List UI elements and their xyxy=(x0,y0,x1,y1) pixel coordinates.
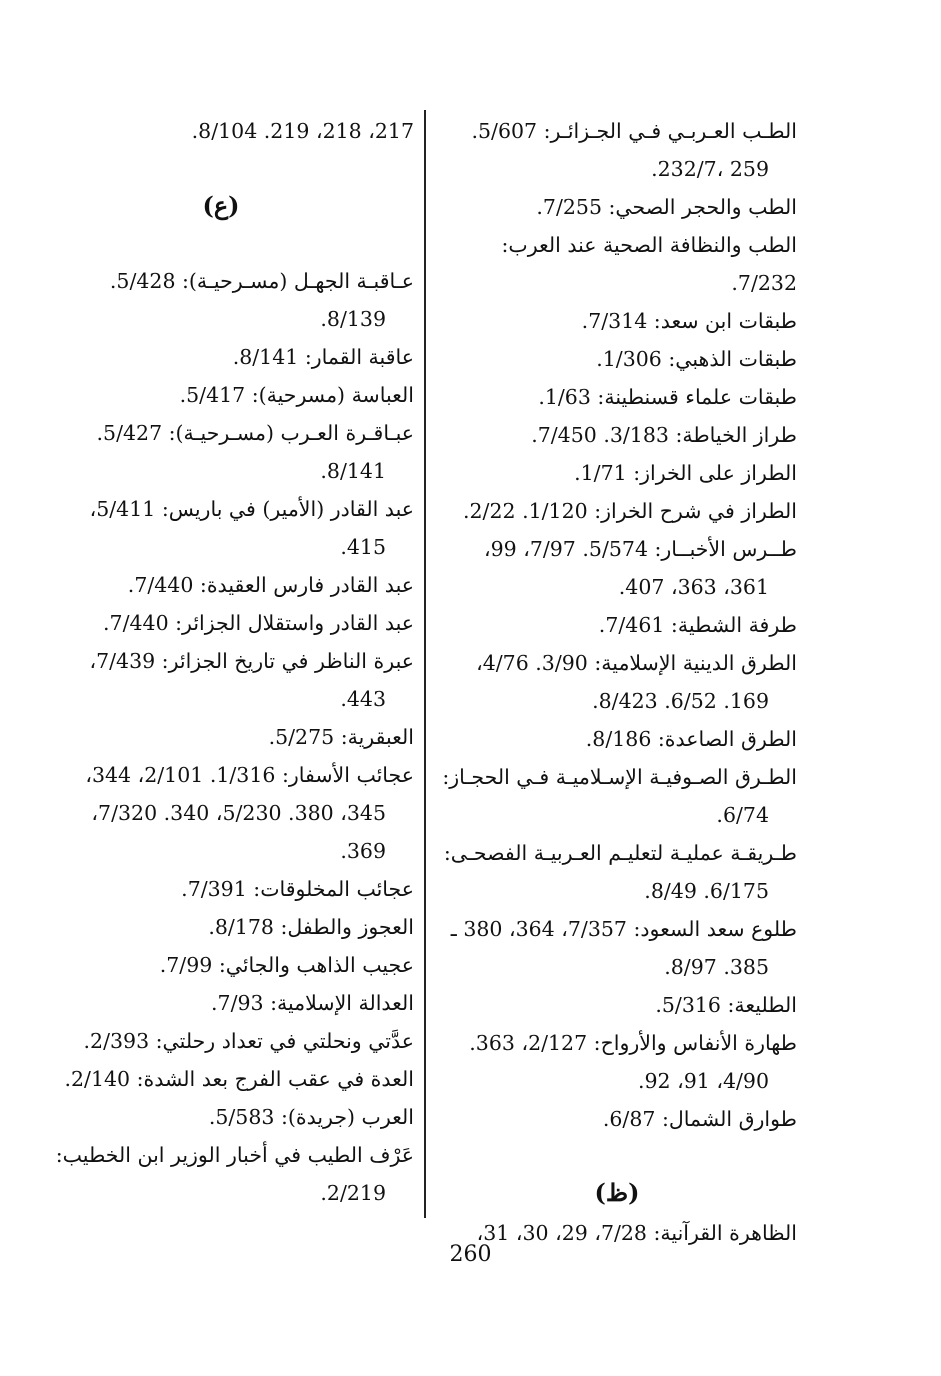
index-entry xyxy=(437,910,797,986)
index-entry xyxy=(28,414,414,490)
entry-title-line: طوارق الشمال: 6/87. xyxy=(602,1107,797,1131)
entry-continuation-line: 369. xyxy=(340,839,386,863)
index-entry xyxy=(437,530,797,606)
entry-title-line: طلوع سعد السعود: 7/357، 364، 380 ـ xyxy=(450,917,797,941)
index-entry xyxy=(28,262,414,338)
entry-title-line: العبقرية: 5/275. xyxy=(268,725,414,749)
entry-title-line: عدَّتي ونحلتي في تعداد رحلتي: 2/393. xyxy=(83,1029,414,1053)
entry-title-line: طــرس الأخبــار: 5/574. 7/97، 99، xyxy=(483,537,797,561)
left-column xyxy=(28,112,414,1212)
index-entry xyxy=(28,1098,414,1136)
index-entry xyxy=(437,340,797,378)
entry-continuation-line: 345، 380. 5/230، 340. 7/320، xyxy=(91,801,386,825)
index-entry xyxy=(28,490,414,566)
index-entry xyxy=(437,112,797,188)
entry-title-line: طرفة الشطية: 7/461. xyxy=(598,613,797,637)
entry-title-line: 217، 218، 219. 8/104. xyxy=(191,119,414,143)
entry-title-line: الطراز في شرح الخراز: 1/120. 2/22. xyxy=(462,499,797,523)
entry-title-line: عجائب المخلوقات: 7/391. xyxy=(181,877,414,901)
section-letter-heading: (ع) xyxy=(202,191,240,220)
entry-continuation-line: 8/139. xyxy=(320,307,386,331)
index-entry xyxy=(437,302,797,340)
entry-title-line: العدة في عقب الفرج بعد الشدة: 2/140. xyxy=(64,1067,414,1091)
entry-continuation-line: 443. xyxy=(340,687,386,711)
entry-continuation-line: 415. xyxy=(340,535,386,559)
entry-title-line: الطراز على الخراز: 1/71. xyxy=(574,461,797,485)
index-entry xyxy=(28,566,414,604)
entry-title-line: الظاهرة القرآنية: 7/28، 29، 30، 31، xyxy=(476,1221,797,1245)
entry-title-line: الطب والحجر الصحي: 7/255. xyxy=(536,195,797,219)
index-entry xyxy=(437,1024,797,1100)
entry-title-line: الطـرق الصـوفيـة الإسـلاميـة فـي الحجـاز: xyxy=(442,765,797,789)
entry-title-line: العرب (جريدة): 5/583. xyxy=(208,1105,414,1129)
index-entry xyxy=(437,454,797,492)
index-entry xyxy=(437,1100,797,1138)
entry-title-line: العجوز والطفل: 8/178. xyxy=(208,915,414,939)
index-entry xyxy=(437,606,797,644)
entry-title-line: عاقبة القمار: 8/141. xyxy=(232,345,414,369)
index-entry xyxy=(437,492,797,530)
entry-title-line: الطب والنظافة الصحية عند العرب: 7/232. xyxy=(501,233,797,295)
entry-title-line: عبد القادر (الأمير) في باريس: 5/411، xyxy=(89,497,414,521)
entry-title-line: عجيب الذاهب والجائي: 7/99. xyxy=(159,953,414,977)
entry-title-line: طـريقـة عمليـة لتعليـم العـربيـة الفصحـى: xyxy=(443,841,797,865)
index-entry xyxy=(28,908,414,946)
entry-title-line: العباسة (مسرحية): 5/417. xyxy=(179,383,414,407)
entry-continuation-line: 8/141. xyxy=(320,459,386,483)
index-entry xyxy=(28,946,414,984)
entry-title-line: طبقات الذهبي: 1/306. xyxy=(596,347,797,371)
entry-title-line: الطليعة: 5/316. xyxy=(655,993,797,1017)
index-entry xyxy=(28,718,414,756)
entry-title-line: عبد القادر واستقلال الجزائر: 7/440. xyxy=(103,611,414,635)
index-entry xyxy=(437,226,797,302)
entry-continuation-line: 169. 6/52. 8/423. xyxy=(592,689,769,713)
index-entry xyxy=(28,642,414,718)
section-letter-heading: (ظ) xyxy=(594,1178,640,1207)
index-entry xyxy=(28,1136,414,1212)
index-entry xyxy=(28,984,414,1022)
index-entry xyxy=(28,1022,414,1060)
entry-continuation-line: 259 ،232/7. xyxy=(651,157,769,181)
index-entry xyxy=(437,986,797,1024)
entry-title-line: عـاقبـة الجهـل (مسـرحيـة): 5/428. xyxy=(109,269,414,293)
entry-title-line: عبد القادر فارس العقيدة: 7/440. xyxy=(127,573,414,597)
index-entry xyxy=(437,416,797,454)
entry-title-line: العدالة الإسلامية: 7/93. xyxy=(211,991,414,1015)
index-entry xyxy=(28,338,414,376)
index-entry xyxy=(437,758,797,834)
entry-continuation-line: 385. 8/97. xyxy=(664,955,769,979)
index-entry xyxy=(28,376,414,414)
entry-title-line: طراز الخياطة: 3/183. 7/450. xyxy=(531,423,797,447)
entry-title-line: طبقات ابن سعد: 7/314. xyxy=(581,309,797,333)
entry-title-line: الطـب العـربـي فـي الجـزائـر: 5/607. xyxy=(471,119,797,143)
index-entry xyxy=(437,720,797,758)
index-entry xyxy=(437,188,797,226)
entry-title-line: عبرة الناظر في تاريخ الجزائر: 7/439، xyxy=(89,649,414,673)
entry-title-line: طهارة الأنفاس والأرواح: 2/127، 363. xyxy=(469,1031,797,1055)
index-entry xyxy=(28,870,414,908)
entry-title-line: عجائب الأسفار: 1/316. 2/101، 344، xyxy=(85,763,414,787)
index-entry xyxy=(28,1060,414,1098)
index-entry xyxy=(437,834,797,910)
entry-title-line: عبـاقـرة العـرب (مسـرحيـة): 5/427. xyxy=(96,421,414,445)
entry-continuation-line: 4/90، 91، 92. xyxy=(637,1069,769,1093)
entry-title-line: عَرْف الطيب في أخبار الوزير ابن الخطيب: xyxy=(55,1143,414,1167)
entry-continuation-line: 361، 363، 407. xyxy=(618,575,769,599)
entry-title-line: الطرق الدينية الإسلامية: 3/90. 4/76، xyxy=(476,651,797,675)
index-entry xyxy=(28,112,414,150)
entry-continuation-line: 6/175. 8/49. xyxy=(644,879,769,903)
index-entry xyxy=(437,378,797,416)
index-entry xyxy=(28,756,414,870)
right-column xyxy=(437,112,797,1252)
entry-title-line: طبقات علماء قسنطينة: 1/63. xyxy=(538,385,797,409)
entry-title-line: الطرق الصاعدة: 8/186. xyxy=(585,727,797,751)
entry-continuation-line: 6/74. xyxy=(716,803,769,827)
entry-continuation-line: 2/219. xyxy=(320,1181,386,1205)
index-entry xyxy=(437,644,797,720)
column-divider xyxy=(424,110,426,1218)
index-entry xyxy=(28,604,414,642)
page-number: 260 xyxy=(449,1242,492,1267)
